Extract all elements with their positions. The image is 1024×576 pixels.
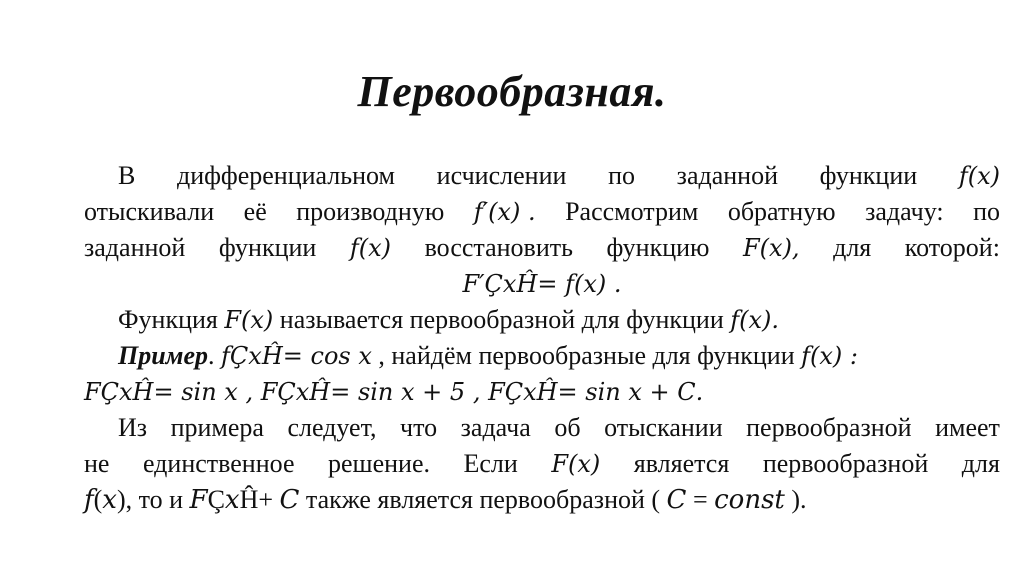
word: единственное [142, 449, 295, 478]
word: функции [218, 233, 317, 262]
word: которой: [904, 233, 1000, 262]
word: задачу: [865, 197, 944, 226]
last-line-text: 𝑓(𝑥), то и 𝐹Ç𝑥Ĥ+ 𝐶 также является первообразной ( 𝐶 = 𝑐𝑜𝑛𝑠𝑡 ). [84, 485, 807, 514]
word: заданной [84, 233, 186, 262]
example-text: , найдём первообразные для функции [378, 341, 795, 370]
definition-f: 𝑓(𝑥). [730, 306, 780, 334]
word: следует, [287, 413, 377, 442]
word: что [400, 413, 438, 442]
word: её [243, 197, 267, 226]
word: 𝑓(𝑥) [958, 162, 1000, 190]
word: первообразной [762, 449, 929, 478]
word: является [633, 449, 730, 478]
word: функцию [606, 233, 710, 262]
word: функции [819, 161, 918, 190]
word: заданной [676, 161, 778, 190]
word: первообразной [746, 413, 912, 442]
word: 𝑓(𝑥) [349, 234, 392, 262]
paragraph2-line-1 [84, 410, 1000, 446]
antiderivatives-formula: 𝐹Ç𝑥Ĥ= sin 𝑥 , 𝐹Ç𝑥Ĥ= sin 𝑥 + 5 , 𝐹Ç𝑥Ĥ= sin 𝑥 + 𝐶. [84, 378, 704, 406]
example-line [84, 338, 1000, 374]
paragraph-line-1 [84, 158, 1000, 194]
definition-line [84, 302, 1000, 338]
word: не [84, 449, 110, 478]
example-dot: . [208, 341, 215, 370]
word: 𝑓′(𝑥) . [473, 198, 536, 226]
derivative-formula: F′Ç𝑥Ĥ= 𝑓(𝑥) . [462, 270, 622, 298]
word: исчислении [436, 161, 567, 190]
word: В [118, 161, 136, 190]
word: дифференциальном [177, 161, 395, 190]
word: обратную [727, 197, 836, 226]
example-label: Пример [118, 341, 209, 370]
word: по [973, 197, 1000, 226]
word: Из [118, 413, 148, 442]
word: Рассмотрим [565, 197, 699, 226]
word: отыскании [604, 413, 723, 442]
word: для [833, 233, 872, 262]
last-line [84, 482, 1000, 518]
word: 𝐹(𝑥) [551, 450, 601, 478]
definition-text-2: называется первообразной для функции [279, 305, 724, 334]
word: для [961, 449, 1000, 478]
word: задача [460, 413, 531, 442]
paragraph2-line-2 [84, 446, 1000, 482]
word: производную [296, 197, 445, 226]
word: восстановить [424, 233, 573, 262]
example-formula: 𝑓Ç𝑥Ĥ= cos 𝑥 [221, 342, 372, 370]
word: по [608, 161, 635, 190]
definition-F: 𝐹(𝑥) [224, 306, 274, 334]
word: Если [463, 449, 518, 478]
formula-line [84, 266, 1000, 302]
definition-text-1: Функция [118, 305, 218, 334]
word: 𝐹(𝑥), [743, 234, 800, 262]
word: имеет [935, 413, 1000, 442]
paragraph-line-2 [84, 194, 1000, 230]
slide-title: Первообразная. [357, 67, 667, 116]
paragraph-line-3 [84, 230, 1000, 266]
word: отыскивали [84, 197, 215, 226]
word: примера [170, 413, 264, 442]
word: об [554, 413, 581, 442]
slide-body [84, 158, 1000, 518]
word: решение. [328, 449, 430, 478]
example-f: 𝑓(𝑥) : [801, 342, 858, 370]
antiderivatives-line [84, 374, 1000, 410]
